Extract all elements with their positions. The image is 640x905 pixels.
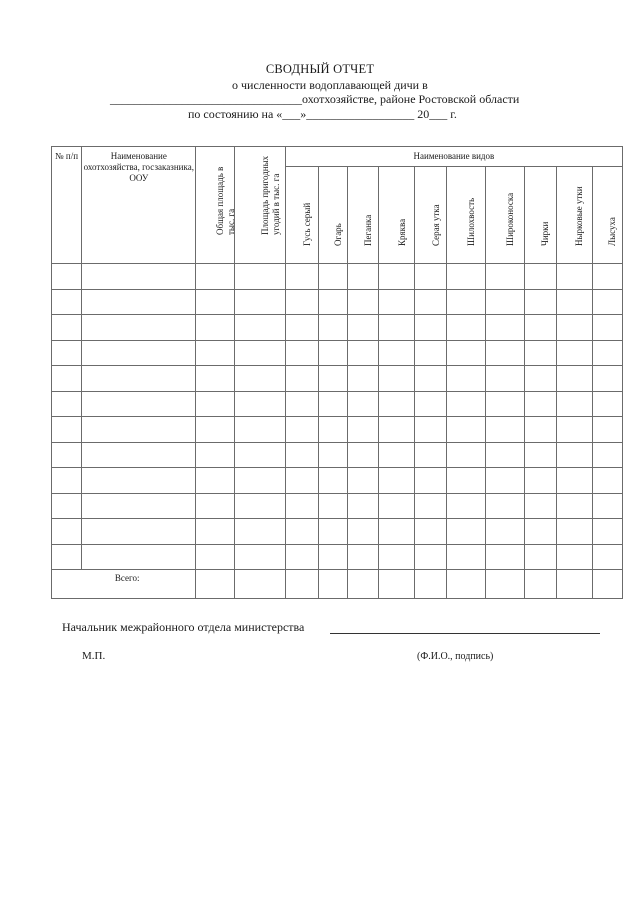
table-cell bbox=[234, 493, 285, 519]
table-cell bbox=[318, 468, 347, 494]
table-cell bbox=[285, 315, 318, 341]
table-cell bbox=[486, 544, 524, 570]
table-cell bbox=[447, 391, 486, 417]
table-cell bbox=[52, 544, 82, 570]
table-cell bbox=[524, 442, 556, 468]
table-cell bbox=[379, 289, 415, 315]
table-cell bbox=[318, 315, 347, 341]
table-cell bbox=[52, 417, 82, 443]
table-cell bbox=[234, 544, 285, 570]
table-cell bbox=[82, 289, 196, 315]
table-row bbox=[52, 519, 623, 545]
table-cell bbox=[556, 493, 592, 519]
table-cell bbox=[556, 264, 592, 290]
table-cell bbox=[415, 315, 447, 341]
species-header-4: Серая утка bbox=[415, 167, 447, 264]
table-cell bbox=[82, 544, 196, 570]
table-cell bbox=[592, 417, 622, 443]
table-cell bbox=[592, 493, 622, 519]
table-cell bbox=[196, 519, 234, 545]
table-cell bbox=[52, 289, 82, 315]
table-cell bbox=[52, 442, 82, 468]
table-cell bbox=[447, 468, 486, 494]
table-cell bbox=[524, 519, 556, 545]
table-cell bbox=[347, 366, 378, 392]
table-cell bbox=[285, 442, 318, 468]
table-cell bbox=[347, 289, 378, 315]
table-cell bbox=[285, 468, 318, 494]
table-cell bbox=[524, 468, 556, 494]
table-cell bbox=[347, 417, 378, 443]
table-cell bbox=[415, 442, 447, 468]
table-cell bbox=[486, 315, 524, 341]
table-cell bbox=[196, 289, 234, 315]
table-cell bbox=[415, 493, 447, 519]
table-cell bbox=[196, 340, 234, 366]
table-row bbox=[52, 315, 623, 341]
table-cell bbox=[447, 289, 486, 315]
table-cell bbox=[447, 544, 486, 570]
table-cell bbox=[285, 340, 318, 366]
total-cell bbox=[524, 570, 556, 599]
table-cell bbox=[486, 366, 524, 392]
table-row bbox=[52, 340, 623, 366]
table-cell bbox=[415, 417, 447, 443]
table-cell bbox=[234, 417, 285, 443]
table-row bbox=[52, 391, 623, 417]
table-cell bbox=[486, 391, 524, 417]
table-row bbox=[52, 468, 623, 494]
table-cell bbox=[234, 264, 285, 290]
table-cell bbox=[524, 417, 556, 443]
table-cell bbox=[447, 315, 486, 341]
table-cell bbox=[592, 264, 622, 290]
table-cell bbox=[524, 544, 556, 570]
header-hunting-name: Наименование охотхозяйства, госзаказника, ООУ bbox=[82, 147, 196, 264]
table-cell bbox=[347, 468, 378, 494]
table-cell bbox=[82, 366, 196, 392]
table-cell bbox=[379, 468, 415, 494]
table-cell bbox=[285, 289, 318, 315]
table-cell bbox=[234, 519, 285, 545]
table-cell bbox=[234, 391, 285, 417]
table-cell bbox=[379, 366, 415, 392]
total-cell bbox=[379, 570, 415, 599]
table-cell bbox=[82, 442, 196, 468]
table-cell bbox=[234, 468, 285, 494]
table-cell bbox=[524, 315, 556, 341]
table-cell bbox=[379, 493, 415, 519]
table-cell bbox=[196, 544, 234, 570]
table-cell bbox=[592, 391, 622, 417]
table-cell bbox=[347, 340, 378, 366]
table-cell bbox=[196, 442, 234, 468]
table-cell bbox=[196, 366, 234, 392]
table-cell bbox=[52, 366, 82, 392]
species-header-6: Широконоска bbox=[486, 167, 524, 264]
table-cell bbox=[447, 417, 486, 443]
table-cell bbox=[556, 468, 592, 494]
table-cell bbox=[196, 315, 234, 341]
table-cell bbox=[347, 315, 378, 341]
table-cell bbox=[379, 340, 415, 366]
table-cell bbox=[447, 264, 486, 290]
table-cell bbox=[318, 366, 347, 392]
table-cell bbox=[415, 544, 447, 570]
table-cell bbox=[524, 493, 556, 519]
total-label: Всего: bbox=[52, 570, 196, 599]
table-cell bbox=[347, 391, 378, 417]
table-cell bbox=[379, 417, 415, 443]
subtitle-line-2: ________________________________охотхозяйстве, районе Ростовской области bbox=[110, 92, 520, 106]
total-cell bbox=[486, 570, 524, 599]
table-cell bbox=[234, 315, 285, 341]
table-cell bbox=[379, 544, 415, 570]
header-number: № п/п bbox=[52, 147, 82, 264]
table-cell bbox=[447, 519, 486, 545]
total-cell bbox=[415, 570, 447, 599]
subtitle-line-1: о численности водоплавающей дичи в bbox=[232, 78, 428, 92]
table-cell bbox=[82, 315, 196, 341]
table-cell bbox=[486, 417, 524, 443]
table-cell bbox=[379, 442, 415, 468]
table-cell bbox=[234, 289, 285, 315]
table-cell bbox=[486, 493, 524, 519]
table-cell bbox=[285, 264, 318, 290]
table-cell bbox=[82, 519, 196, 545]
table-row bbox=[52, 417, 623, 443]
table-cell bbox=[347, 519, 378, 545]
species-header-2: Пеганка bbox=[347, 167, 378, 264]
species-header-3: Кряква bbox=[379, 167, 415, 264]
table-cell bbox=[592, 289, 622, 315]
table-cell bbox=[592, 544, 622, 570]
total-cell bbox=[556, 570, 592, 599]
total-cell bbox=[285, 570, 318, 599]
fio-label: (Ф.И.О., подпись) bbox=[417, 651, 494, 662]
signature-label: Начальник межрайонного отдела министерства bbox=[62, 620, 305, 634]
table-cell bbox=[285, 366, 318, 392]
table-cell bbox=[592, 442, 622, 468]
table-cell bbox=[415, 264, 447, 290]
table-cell bbox=[556, 340, 592, 366]
table-row bbox=[52, 493, 623, 519]
report-table bbox=[51, 146, 623, 599]
table-cell bbox=[415, 519, 447, 545]
species-header-1: Огарь bbox=[318, 167, 347, 264]
table-cell bbox=[486, 289, 524, 315]
table-cell bbox=[486, 468, 524, 494]
table-cell bbox=[592, 468, 622, 494]
total-cell bbox=[196, 570, 234, 599]
table-row bbox=[52, 544, 623, 570]
stamp-label: М.П. bbox=[82, 650, 106, 662]
table-cell bbox=[82, 391, 196, 417]
table-cell bbox=[318, 289, 347, 315]
table-cell bbox=[82, 340, 196, 366]
table-cell bbox=[347, 493, 378, 519]
table-cell bbox=[556, 442, 592, 468]
header-species-group: Наименование видов bbox=[285, 147, 622, 167]
table-cell bbox=[524, 340, 556, 366]
species-header-9: Лысуха bbox=[592, 167, 622, 264]
table-cell bbox=[52, 468, 82, 494]
table-cell bbox=[196, 468, 234, 494]
species-header-5: Шилохвость bbox=[447, 167, 486, 264]
table-row bbox=[52, 289, 623, 315]
table-cell bbox=[285, 544, 318, 570]
table-cell bbox=[52, 493, 82, 519]
header-suitable-area: Площадь пригодных угодий в тыс. га bbox=[234, 147, 285, 264]
table-cell bbox=[52, 264, 82, 290]
table-cell bbox=[415, 366, 447, 392]
table-cell bbox=[347, 544, 378, 570]
table-cell bbox=[486, 264, 524, 290]
table-cell bbox=[82, 493, 196, 519]
table-cell bbox=[52, 519, 82, 545]
table-cell bbox=[318, 442, 347, 468]
table-cell bbox=[556, 366, 592, 392]
table-cell bbox=[592, 315, 622, 341]
table-cell bbox=[524, 289, 556, 315]
table-cell bbox=[524, 264, 556, 290]
table-cell bbox=[592, 519, 622, 545]
table-cell bbox=[415, 289, 447, 315]
signature-line bbox=[330, 633, 600, 634]
table-cell bbox=[379, 519, 415, 545]
table-cell bbox=[52, 391, 82, 417]
table-cell bbox=[318, 544, 347, 570]
table-cell bbox=[234, 366, 285, 392]
table-cell bbox=[556, 289, 592, 315]
table-cell bbox=[82, 264, 196, 290]
table-row bbox=[52, 264, 623, 290]
table-cell bbox=[556, 315, 592, 341]
total-cell bbox=[318, 570, 347, 599]
table-cell bbox=[486, 519, 524, 545]
table-row bbox=[52, 442, 623, 468]
table-cell bbox=[234, 442, 285, 468]
table-cell bbox=[318, 519, 347, 545]
table-cell bbox=[447, 442, 486, 468]
table-cell bbox=[486, 340, 524, 366]
table-cell bbox=[196, 391, 234, 417]
table-cell bbox=[379, 315, 415, 341]
total-cell bbox=[592, 570, 622, 599]
total-row bbox=[52, 570, 623, 599]
table-cell bbox=[556, 544, 592, 570]
table-cell bbox=[52, 340, 82, 366]
species-header-8: Нырковые утки bbox=[556, 167, 592, 264]
total-cell bbox=[234, 570, 285, 599]
table-cell bbox=[556, 417, 592, 443]
table-cell bbox=[285, 493, 318, 519]
table-cell bbox=[318, 493, 347, 519]
table-row bbox=[52, 366, 623, 392]
table-cell bbox=[285, 391, 318, 417]
table-cell bbox=[347, 264, 378, 290]
document-title: СВОДНЫЙ ОТЧЕТ bbox=[265, 62, 375, 76]
table-cell bbox=[415, 468, 447, 494]
table-cell bbox=[379, 391, 415, 417]
table-cell bbox=[82, 417, 196, 443]
table-cell bbox=[486, 442, 524, 468]
table-cell bbox=[318, 391, 347, 417]
table-cell bbox=[196, 493, 234, 519]
table-cell bbox=[592, 340, 622, 366]
table-cell bbox=[318, 340, 347, 366]
species-header-7: Чирки bbox=[524, 167, 556, 264]
table-cell bbox=[415, 391, 447, 417]
total-cell bbox=[347, 570, 378, 599]
table-cell bbox=[447, 493, 486, 519]
table-cell bbox=[379, 264, 415, 290]
table-cell bbox=[592, 366, 622, 392]
table-cell bbox=[318, 264, 347, 290]
total-cell bbox=[447, 570, 486, 599]
table-cell bbox=[285, 417, 318, 443]
table-body bbox=[52, 264, 623, 570]
table-cell bbox=[52, 315, 82, 341]
table-cell bbox=[285, 519, 318, 545]
table-cell bbox=[234, 340, 285, 366]
table-cell bbox=[82, 468, 196, 494]
header-total-area: Общая площадь в тыс. га bbox=[196, 147, 234, 264]
table-cell bbox=[556, 519, 592, 545]
table-cell bbox=[196, 417, 234, 443]
table-cell bbox=[318, 417, 347, 443]
table-cell bbox=[524, 391, 556, 417]
table-cell bbox=[524, 366, 556, 392]
table-cell bbox=[447, 340, 486, 366]
table-cell bbox=[347, 442, 378, 468]
date-line: по состоянию на «___»__________________ 20___ г. bbox=[188, 107, 457, 121]
table-cell bbox=[415, 340, 447, 366]
table-cell bbox=[196, 264, 234, 290]
table-cell bbox=[556, 391, 592, 417]
species-header-0: Гусь серый bbox=[285, 167, 318, 264]
table-cell bbox=[447, 366, 486, 392]
